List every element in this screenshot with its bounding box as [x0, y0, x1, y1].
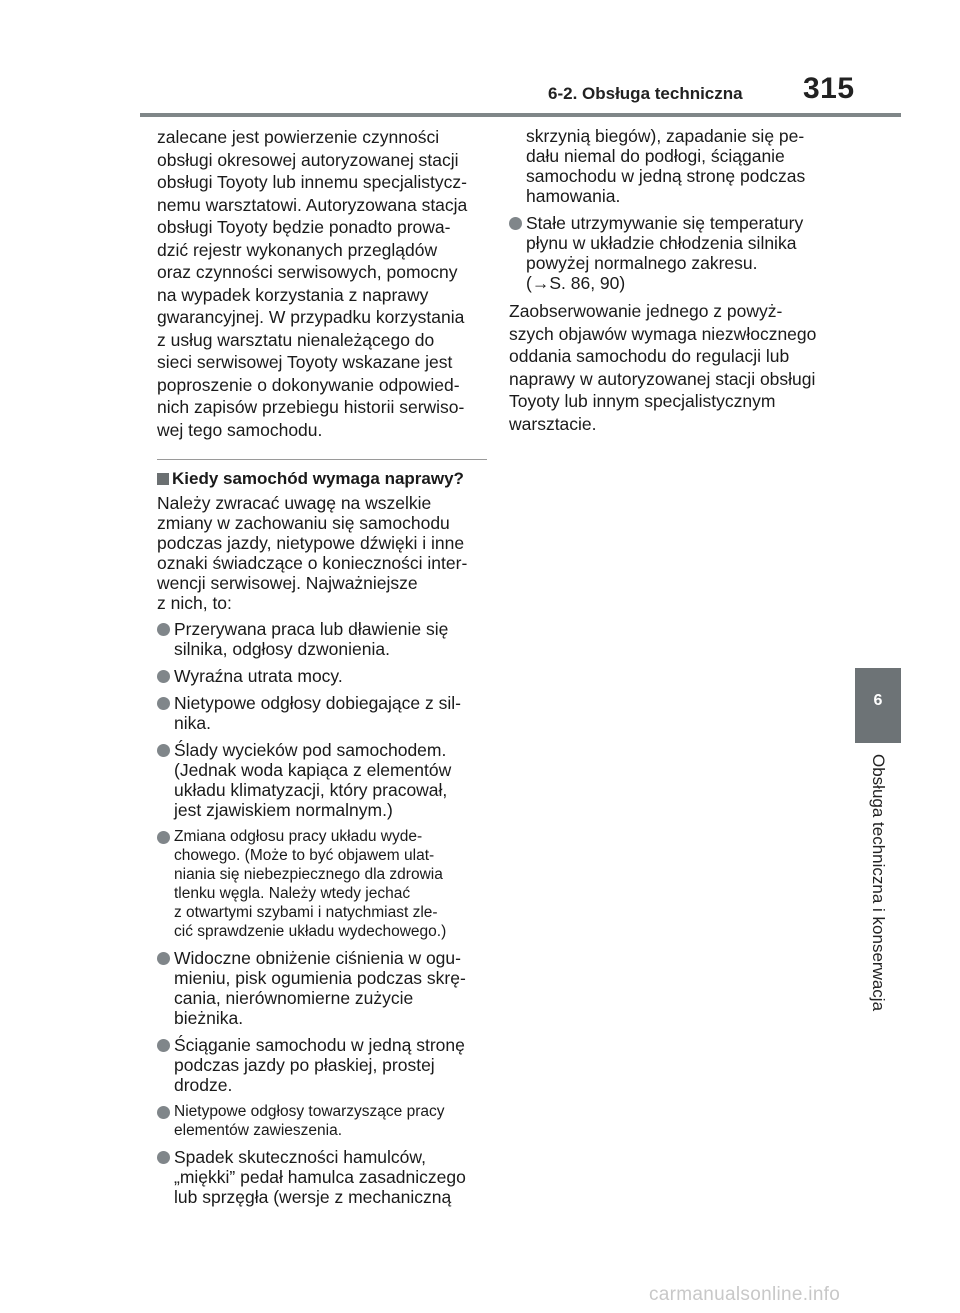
text-line: Zmiana odgłosu pracy układu wyde-	[174, 828, 423, 845]
text-line: niania się niebezpiecznego dla zdrowia	[174, 866, 443, 883]
text-line: wencji serwisowej. Najważniejsze	[157, 573, 418, 593]
list-item	[157, 948, 487, 1028]
text-line: gwarancyjnej. W przypadku korzystania	[157, 307, 465, 327]
text-line: podczas jazdy po płaskiej, prostej	[174, 1055, 435, 1075]
bullet-dot-icon	[157, 670, 170, 683]
text-line: Przerywana praca lub dławienie się	[174, 619, 449, 639]
text-line: Stałe utrzymywanie się temperatury	[526, 213, 804, 233]
text-line: lub sprzęgła (wersje z mechaniczną	[174, 1187, 452, 1207]
page-number: 315	[803, 72, 855, 105]
text-line: płynu w układzie chłodzenia silnika	[526, 233, 797, 253]
list-item	[157, 740, 487, 820]
chapter-tab	[855, 668, 901, 743]
intro-paragraph	[157, 126, 487, 441]
list-item	[157, 693, 487, 733]
text-line: cić sprawdzenie układu wydechowego.)	[174, 923, 447, 940]
text-line: poproszenie o dokonywanie odpowied-	[157, 374, 460, 395]
text-line: (→S. 86, 90)	[526, 273, 626, 293]
text-line: Ślady wycieków pod samochodem.	[174, 740, 447, 760]
text-line: zmiany w zachowaniu się samochodu	[157, 513, 450, 533]
text-line: naprawy w autoryzowanej stacji obsługi	[509, 368, 816, 389]
text-line: tlenku węgla. Należy wtedy jechać	[174, 885, 411, 902]
bullet-dot-icon	[157, 1106, 170, 1119]
bullet-dot-icon	[157, 744, 170, 757]
text-line: mieniu, pisk ogumienia podczas skrę-	[174, 968, 466, 988]
text-line: jest zjawiskiem normalnym.)	[174, 800, 393, 820]
text-line: układu klimatyzacji, który pracował,	[174, 780, 448, 800]
text-line: bieżnika.	[174, 1008, 244, 1028]
list-item	[157, 1147, 487, 1207]
text-line: Spadek skuteczności hamulców,	[174, 1147, 426, 1167]
bullet-dot-icon	[157, 1151, 170, 1164]
bullet-dot-icon	[509, 217, 522, 230]
text-line: podczas jazdy, nietypowe dźwięki i inne	[157, 533, 465, 553]
text-line: z usług warsztatu nienależącego do	[157, 329, 435, 350]
text-line: Wyraźna utrata mocy.	[174, 666, 343, 686]
chapter-label: Obsługa techniczna i konserwacja	[869, 754, 888, 1012]
list-item	[157, 619, 487, 659]
list-item	[157, 1035, 487, 1095]
text-line: Nietypowe odgłosy dobiegające z sil-	[174, 693, 461, 713]
text-line: obsługi Toyoty będzie ponadto prowa-	[157, 217, 451, 237]
section-divider	[157, 459, 487, 460]
text-line: z otwartymi szybami i natychmiast zle-	[174, 904, 438, 921]
bullet-dot-icon	[157, 623, 170, 636]
text-line: na wypadek korzystania z naprawy	[157, 284, 429, 305]
text-line: warsztacie.	[509, 413, 597, 434]
text-line: elementów zawieszenia.	[174, 1122, 343, 1139]
text-line: z nich, to:	[157, 593, 232, 613]
text-line: silnika, odgłosy dzwonienia.	[174, 639, 390, 659]
list-item	[509, 213, 844, 293]
text-line: nika.	[174, 713, 211, 733]
text-line: Zaobserwowanie jednego z powyż-	[509, 301, 783, 321]
chapter-number: 6	[873, 692, 883, 709]
bullet-dot-icon	[157, 1039, 170, 1052]
section-heading	[157, 468, 487, 490]
text-line: oraz czynności serwisowych, pomocny	[157, 262, 458, 282]
closing-paragraph	[509, 300, 844, 435]
symptom-list	[157, 619, 487, 1207]
text-line: samochodu w jedną stronę podczas	[526, 166, 806, 186]
text-line: oznaki świadczące o konieczności inter-	[157, 553, 468, 573]
text-line: skrzynią biegów), zapadanie się pe-	[526, 126, 805, 146]
text-line: szych objawów wymaga niezwłocznego	[509, 323, 817, 344]
text-line: hamowania.	[526, 186, 621, 206]
text-line: sieci serwisowej Toyoty wskazane jest	[157, 352, 453, 372]
section-title: Kiedy samochód wymaga naprawy?	[172, 469, 464, 488]
text-line: wej tego samochodu.	[157, 419, 323, 440]
header-rule	[140, 113, 901, 117]
list-item	[157, 666, 487, 686]
bullet-dot-icon	[157, 697, 170, 710]
text-line: cania, nierównomierne zużycie	[174, 988, 414, 1008]
text-line: obsługi okresowej autoryzowanej stacji	[157, 149, 459, 170]
text-line: oddania samochodu do regulacji lub	[509, 346, 790, 366]
left-column	[157, 126, 487, 1214]
text-line: zalecane jest powierzenie czynności	[157, 127, 440, 147]
text-line: dzić rejestr wykonanych przeglądów	[157, 239, 438, 260]
text-line: chowego. (Może to być objawem ulat-	[174, 847, 435, 864]
list-item	[157, 1102, 487, 1140]
header-section-title: 6-2. Obsługa techniczna	[548, 84, 743, 103]
text-line: Ściąganie samochodu w jedną stronę	[174, 1035, 465, 1055]
text-line: nich zapisów przebiegu historii serwiso-	[157, 397, 465, 417]
text-line: Toyoty lub innym specjalistycznym	[509, 391, 776, 411]
text-line: (Jednak woda kapiąca z elementów	[174, 760, 452, 780]
text-line: obsługi Toyoty lub innemu specjalistycz-	[157, 172, 467, 192]
right-column	[509, 126, 844, 441]
watermark: carmanualsonline.info	[649, 1284, 841, 1305]
bullet-dot-icon	[157, 831, 170, 844]
text-line: nemu warsztatowi. Autoryzowana stacja	[157, 194, 468, 215]
bullet-continuation	[509, 126, 844, 206]
text-line: dału niemal do podłogi, ściąganie	[526, 146, 785, 166]
text-line: „miękki” pedał hamulca zasadniczego	[174, 1167, 466, 1187]
text-line: Widoczne obniżenie ciśnienia w ogu-	[174, 948, 461, 968]
text-line: Nietypowe odgłosy towarzyszące pracy	[174, 1103, 445, 1120]
square-marker-icon	[157, 473, 169, 485]
text-line: Należy zwracać uwagę na wszelkie	[157, 493, 432, 513]
text-line: powyżej normalnego zakresu.	[526, 253, 758, 273]
text-line: drodze.	[174, 1075, 233, 1095]
symptom-list-continued	[509, 213, 844, 293]
section-intro	[157, 493, 487, 613]
bullet-dot-icon	[157, 952, 170, 965]
list-item	[157, 827, 487, 941]
